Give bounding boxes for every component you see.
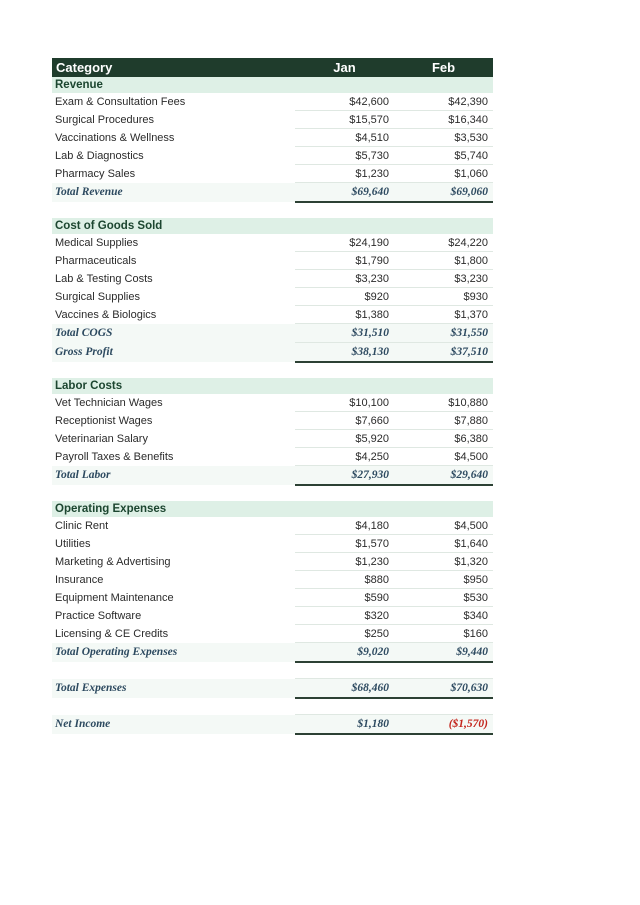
financial-statement-sheet: [52, 58, 493, 735]
table-row: [52, 607, 493, 625]
row-label: Vaccinations & Wellness: [55, 131, 175, 144]
spacer-row: [52, 202, 493, 218]
feb-value: $1,800: [394, 252, 493, 270]
row-label: Clinic Rent: [55, 519, 109, 532]
total-feb-value: $69,060: [394, 183, 493, 203]
table-row: [52, 306, 493, 324]
feb-value: $3,530: [394, 129, 493, 147]
total-jan-value: $68,460: [295, 679, 394, 699]
section-header-label: Revenue: [52, 77, 493, 93]
total-jan-value: $27,930: [295, 466, 394, 486]
total-row: [52, 679, 493, 699]
jan-value: $880: [295, 571, 394, 589]
row-label: Veterinarian Salary: [55, 432, 148, 445]
feb-value: $4,500: [394, 517, 493, 535]
table-row: [52, 517, 493, 535]
row-label: Payroll Taxes & Benefits: [55, 450, 174, 463]
row-label: Lab & Diagnostics: [55, 149, 144, 162]
spacer-cell: [52, 485, 493, 501]
spacer-row: [52, 662, 493, 679]
column-header-row: [52, 58, 493, 77]
column-header-feb: Feb: [394, 58, 493, 77]
jan-value: $42,600: [295, 93, 394, 111]
total-row: [52, 343, 493, 363]
feb-value: $16,340: [394, 111, 493, 129]
total-feb-value: $37,510: [394, 343, 493, 363]
jan-value: $320: [295, 607, 394, 625]
total-feb-value: $9,440: [394, 643, 493, 663]
table-row: [52, 111, 493, 129]
feb-value: $1,060: [394, 165, 493, 183]
spacer-cell: [52, 698, 493, 715]
table-row: [52, 448, 493, 466]
row-label: Vet Technician Wages: [55, 396, 163, 409]
feb-value: $1,640: [394, 535, 493, 553]
total-row-label: Total Labor: [52, 466, 295, 486]
column-header-category: Category: [52, 58, 295, 77]
feb-value: $5,740: [394, 147, 493, 165]
column-header-jan: Jan: [295, 58, 394, 77]
row-label: Utilities: [55, 537, 91, 550]
spacer-row: [52, 362, 493, 378]
row-label: Receptionist Wages: [55, 414, 153, 427]
table-row: [52, 589, 493, 607]
row-label: Marketing & Advertising: [55, 555, 171, 568]
row-label: Licensing & CE Credits: [55, 627, 169, 640]
jan-value: $590: [295, 589, 394, 607]
feb-value: $7,880: [394, 412, 493, 430]
row-label: Pharmacy Sales: [55, 167, 136, 180]
table-row: [52, 571, 493, 589]
jan-value: $3,230: [295, 270, 394, 288]
table-row: [52, 252, 493, 270]
row-label: Lab & Testing Costs: [55, 272, 153, 285]
section-header-row: [52, 501, 493, 517]
row-label: Medical Supplies: [55, 236, 139, 249]
spacer-cell: [52, 202, 493, 218]
total-row-label: Total Revenue: [52, 183, 295, 203]
jan-value: $15,570: [295, 111, 394, 129]
total-row: [52, 643, 493, 663]
spacer-cell: [52, 662, 493, 679]
jan-value: $5,920: [295, 430, 394, 448]
row-label: Practice Software: [55, 609, 142, 622]
spacer-row: [52, 698, 493, 715]
section-header-label: Operating Expenses: [52, 501, 493, 517]
feb-value: $160: [394, 625, 493, 643]
table-row: [52, 430, 493, 448]
total-row-label: Total Expenses: [52, 679, 295, 699]
total-row: [52, 715, 493, 735]
table-row: [52, 234, 493, 252]
jan-value: $4,510: [295, 129, 394, 147]
jan-value: $24,190: [295, 234, 394, 252]
table-row: [52, 270, 493, 288]
pl-table: [52, 58, 493, 735]
jan-value: $4,180: [295, 517, 394, 535]
total-row-label: Net Income: [52, 715, 295, 735]
jan-value: $1,790: [295, 252, 394, 270]
jan-value: $1,380: [295, 306, 394, 324]
jan-value: $1,230: [295, 553, 394, 571]
section-header-row: [52, 77, 493, 93]
total-jan-value: $38,130: [295, 343, 394, 363]
jan-value: $7,660: [295, 412, 394, 430]
pl-table-body: [52, 58, 493, 734]
total-row-label: Total COGS: [52, 324, 295, 343]
section-header-label: Labor Costs: [52, 378, 493, 394]
feb-value: $950: [394, 571, 493, 589]
spacer-row: [52, 485, 493, 501]
section-header-label: Cost of Goods Sold: [52, 218, 493, 234]
total-jan-value: $31,510: [295, 324, 394, 343]
total-feb-value: $29,640: [394, 466, 493, 486]
total-row-label: Gross Profit: [52, 343, 295, 363]
feb-value: $340: [394, 607, 493, 625]
table-row: [52, 394, 493, 412]
row-label: Insurance: [55, 573, 104, 586]
row-label: Exam & Consultation Fees: [55, 95, 186, 108]
row-label: Surgical Procedures: [55, 113, 155, 126]
feb-value: $530: [394, 589, 493, 607]
jan-value: $10,100: [295, 394, 394, 412]
feb-value: $24,220: [394, 234, 493, 252]
jan-value: $1,570: [295, 535, 394, 553]
total-jan-value: $1,180: [295, 715, 394, 735]
table-row: [52, 147, 493, 165]
table-row: [52, 129, 493, 147]
feb-value: $42,390: [394, 93, 493, 111]
feb-value: $1,320: [394, 553, 493, 571]
feb-value: $10,880: [394, 394, 493, 412]
feb-value: $6,380: [394, 430, 493, 448]
total-feb-value: $31,550: [394, 324, 493, 343]
total-jan-value: $9,020: [295, 643, 394, 663]
total-row: [52, 183, 493, 203]
total-feb-value: ($1,570): [394, 715, 493, 735]
table-row: [52, 625, 493, 643]
spacer-cell: [52, 362, 493, 378]
row-label: Pharmaceuticals: [55, 254, 137, 267]
total-row-label: Total Operating Expenses: [52, 643, 295, 663]
table-row: [52, 288, 493, 306]
row-label: Equipment Maintenance: [55, 591, 174, 604]
total-row: [52, 324, 493, 343]
feb-value: $3,230: [394, 270, 493, 288]
total-jan-value: $69,640: [295, 183, 394, 203]
feb-value: $4,500: [394, 448, 493, 466]
table-row: [52, 553, 493, 571]
section-header-row: [52, 378, 493, 394]
feb-value: $930: [394, 288, 493, 306]
table-row: [52, 412, 493, 430]
total-feb-value: $70,630: [394, 679, 493, 699]
row-label: Surgical Supplies: [55, 290, 140, 303]
jan-value: $250: [295, 625, 394, 643]
table-row: [52, 165, 493, 183]
jan-value: $920: [295, 288, 394, 306]
row-label: Vaccines & Biologics: [55, 308, 157, 321]
table-row: [52, 535, 493, 553]
table-row: [52, 93, 493, 111]
jan-value: $4,250: [295, 448, 394, 466]
jan-value: $5,730: [295, 147, 394, 165]
feb-value: $1,370: [394, 306, 493, 324]
section-header-row: [52, 218, 493, 234]
total-row: [52, 466, 493, 486]
jan-value: $1,230: [295, 165, 394, 183]
